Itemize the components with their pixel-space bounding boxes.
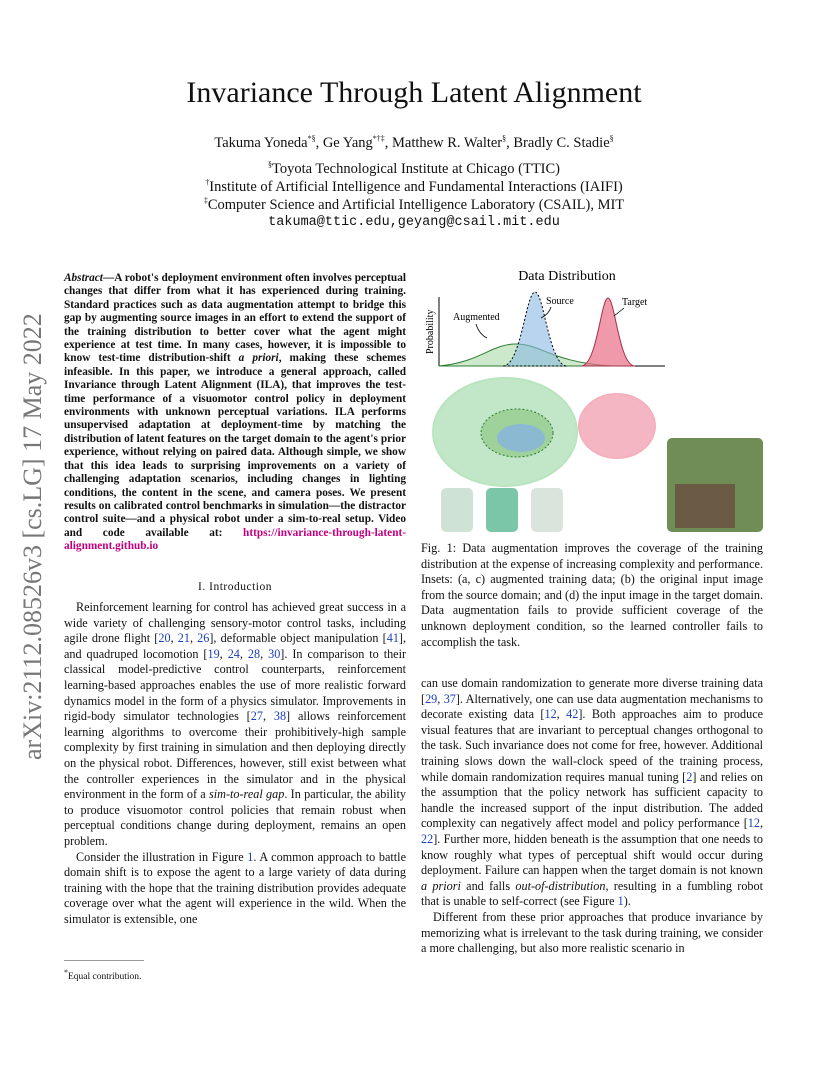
emphasis: a priori (421, 878, 461, 893)
arxiv-stamp-text: arXiv:2112.08526v3 [cs.LG] 17 May 2022 (18, 313, 47, 760)
affiliation (0, 160, 828, 178)
citation-link[interactable]: 22 (421, 831, 434, 846)
affiliation-text: Institute of Artificial Intelligence and Fundamental Interactions (IAIFI) (209, 178, 623, 195)
abstract-emphasis: a priori (238, 352, 279, 365)
y-axis-label: Probability (425, 309, 436, 354)
author-list: Takuma Yoneda*§, Ge Yang*†‡, Matthew R. Walter§, Bradly C. Stadie§ (214, 134, 614, 151)
source-label: Source (546, 296, 574, 307)
citation-link[interactable]: 26 (197, 631, 210, 646)
checkerboard (675, 484, 735, 528)
author-name: Ge Yang (322, 134, 373, 151)
text: . In particular, the ability to produce visuomotor control policies that remain robust when perceptual conditions change during deployment, remains an open problem. (64, 787, 406, 848)
footnote-rule (64, 960, 144, 961)
text: ]. Both approaches aim to produce visual features that are invariant to perceptual changes orthogonal to the task. Such invariance does not come for free, however. Additional training slows down the wall-clock speed of the training process, while domain randomization requires manual tuning [ (421, 707, 764, 784)
footnote-text: Equal contribution. (68, 972, 142, 983)
footnote (64, 968, 364, 982)
arrow (614, 308, 624, 316)
author-name: Matthew R. Walter (392, 134, 503, 151)
augmented-label: Augmented (453, 312, 500, 323)
affiliation (0, 196, 828, 214)
section-heading: I. Introduction (198, 581, 272, 593)
emphasis: sim-to-real gap (209, 787, 285, 802)
affiliation-mark: ‡ (203, 196, 208, 205)
citation-link[interactable]: 24 (227, 646, 240, 661)
affiliation-text: Toyota Technological Institute at Chicago (TTIC) (271, 160, 561, 177)
emphasis: out-of-distribution (515, 878, 606, 893)
right-column-text (421, 676, 763, 957)
citation-link[interactable]: 42 (566, 707, 579, 722)
author-mark: *§ (307, 134, 316, 143)
figure-link[interactable]: 1 (617, 894, 624, 909)
citation-link[interactable]: 30 (268, 646, 281, 661)
citation-link[interactable]: 27 (250, 709, 263, 724)
figure-caption: Fig. 1: Data augmentation improves the coverage of the training distribution at the expense of increasing complexity and performance. Insets: (a, c) augmented training data; (b) the original input image from the source domain; and (d) the input image in the target domain. Data augmentation fails to provide sufficient coverage of the unknown deployment condition, so the learned controller fails to accomplish the task. (421, 541, 763, 649)
text: ]. In comparison to their classical model-predictive control counterparts, reinforcement learning-based approaches enables the use of more realistic forward dynamics model in the form of a physics simulator. Improvements in rigid-body simulator technologies [ (64, 646, 407, 724)
source-region (497, 424, 545, 452)
affiliation (0, 178, 828, 196)
citation-link[interactable]: 41 (386, 631, 399, 646)
paragraph: Different from these prior approaches that produce invariance by memorizing what is irrelevant to the task during training, we consider a more challenging, but also more realistic scenario in (421, 909, 763, 956)
paper-title: Invariance Through Latent Alignment (186, 76, 642, 109)
paragraph: Reinforcement learning for control has achieved great success in a wide variety of challenging sensory-motor control tasks, including agile drone flight [20, 21, 26], deformable object manipulation [41], and quadruped locomotion [19, 24, 28, 30]. In comparison to their classical model-predictive control counterparts, reinforcement learning-based approaches enables the use of more realistic forward dynamics model in the form of a physics simulator. Improvements in rigid-body simulator technologies [27, 38] allows reinforcement learning algorithms to overcome their prohibitively-high sample complexity by first training in simulation and then deploying directly on the physical robot. Differences, however, still exist between what the controller experiences in the simulator and in the physical environment in the form of a sim-to-real gap. In particular, the ability to produce visuomotor control policies that remain robust when perceptual conditions change during deployment, remains an open problem. (64, 600, 407, 848)
paragraph: can use domain randomization to generate more diverse training data [29, 37]. Alternatively, one can use data augmentation mechanisms to decorate existing data [12, 42]. Both approaches aim to produce visual features that are invariant to perceptual changes orthogonal to the task. Such invariance does not come for free, however. Additional training slows down the wall-clock speed of the training process, while domain randomization requires manual tuning [2] and relies on the assumption that the policy network has sufficient capacity to handle the increased support of the input distribution. The added complexity can negatively affect model and policy performance [12, 22]. Further more, hidden beneath is the assumption that one needs to know roughly what types of perceptual shift would occur during deployment. Failure can happen when the target domain is not known a priori and falls out-of-distribution, resulting in a fumbling robot that is unable to self-correct (see Figure 1). (421, 676, 764, 909)
author-name: Takuma Yoneda (214, 134, 308, 151)
intro-paragraph (64, 600, 406, 927)
figure-title: Data Distribution (518, 269, 616, 284)
author-mark: *†‡ (372, 134, 385, 143)
citation-link[interactable]: 19 (207, 646, 220, 661)
citation-link[interactable]: 38 (273, 709, 287, 724)
text: can use domain randomization to generate more diverse training data [ (421, 676, 763, 706)
text: ], deformable object manipulation [ (209, 631, 387, 646)
citation-link[interactable]: 2 (686, 769, 693, 784)
text: and falls (460, 878, 516, 893)
affiliation-mark: † (205, 178, 210, 187)
text: ]. Alternatively, one can use data augmentation mechanisms to decorate existing data [ (421, 691, 764, 722)
figure-link[interactable]: 1 (247, 849, 254, 864)
affiliation-mark: § (267, 160, 272, 169)
text: ], and quadruped locomotion [ (64, 631, 407, 661)
text: , resulting in a fumbling robot that is unable to self-correct (see Figure (421, 878, 763, 909)
abstract-label: Abstract (64, 272, 103, 284)
citation-link[interactable]: 28 (247, 646, 261, 661)
figure-1 (421, 262, 763, 536)
citation-link[interactable]: 37 (443, 691, 456, 706)
inset-a (441, 488, 473, 532)
paragraph (64, 850, 406, 928)
abstract-text: , that improves the test-time performance of a visuomotor control policy in deployment environments with unknown perceptual variations. ILA performs unsupervised adaptation at deployment-time by matching the distribution of latent features on the target domain to the agent's prior experience, without relying on paired data. Although simple, we show that this idea leads to surprising improvements on a variety of challenging adaptation scenarios, including changes in lighting conditions, the content in the scene, and camera poses. We present results on calibrated control benchmarks in simulation—the distractor control suite—and a physical robot under a sim-to-real setup. Video and code available at: (64, 379, 406, 539)
text: Consider the illustration in Figure (76, 849, 248, 864)
citation-link[interactable]: 21 (177, 631, 190, 646)
author-mark: § (609, 134, 614, 143)
text: ). (623, 894, 631, 909)
citation-link[interactable]: 12 (544, 707, 557, 722)
citation-link[interactable]: 20 (158, 631, 171, 646)
abstract-text: , making these schemes infeasible. In this paper, we introduce a general approach, called (64, 352, 406, 378)
target-curve (581, 298, 635, 366)
text: ] allows reinforcement learning algorithms to overcome their prohibitively-high sample complexity by first training in simulation and then deploying directly on the physical robot. Differences, however, still exist between what the controller experiences in the simulator and in the physical environment in the form of a (64, 709, 407, 802)
inset-c (531, 488, 563, 532)
text: ] and relies on the assumption that the policy network has sufficient capacity to handle the increased support of the input distribution. The added complexity can negatively affect model and policy performance [ (421, 769, 763, 831)
citation-link[interactable]: 12 (747, 816, 760, 831)
figure-graphic (421, 262, 763, 536)
author-name: Bradly C. Stadie (513, 134, 610, 151)
method-name: Invariance through Latent Alignment (ILA) (64, 379, 285, 392)
inset-b (486, 488, 518, 532)
citation-link[interactable]: 29 (425, 691, 438, 706)
target-label: Target (622, 297, 648, 308)
text: Reinforcement learning for control has achieved great success in a wide variety of challenging sensory-motor control tasks, including agile drone flight [ (64, 600, 406, 646)
author-mark: § (502, 134, 507, 143)
text: . A common approach to battle domain shift is to expose the agent to a large variety of data during training with the hope that the training distribution provides adequate coverage over what the agent will experience in the wild. When the simulator is extensible, one (64, 849, 406, 926)
arrow (476, 324, 487, 338)
abstract-text: —A robot's deployment environment often involves perceptual changes that differ from what it has experienced during training. Standard practices such as data augmentation attempt to bridge this gap by augmenting source images in an effort to extend the support of the training distribution to better cover what the agent might experience at test time. In many cases, however, it is impossible to know test-time distribution-shift (64, 272, 406, 365)
affiliation-text: Computer Science and Artificial Intelligence Laboratory (CSAIL), MIT (207, 196, 625, 213)
target-region (579, 394, 655, 458)
contact-email: takuma@ttic.edu,geyang@csail.mit.edu (268, 215, 560, 230)
arxiv-stamp (12, 270, 52, 760)
text: ]. Further more, hidden beneath is the assumption that one needs to know roughly what types of perceptual shift would occur during deployment. Failure can happen when the target domain is not known (421, 831, 763, 878)
footnote-mark: * (64, 968, 68, 977)
project-url-link[interactable]: https://invariance-through-latent-alignment.github.io (64, 526, 406, 553)
abstract (64, 272, 406, 554)
